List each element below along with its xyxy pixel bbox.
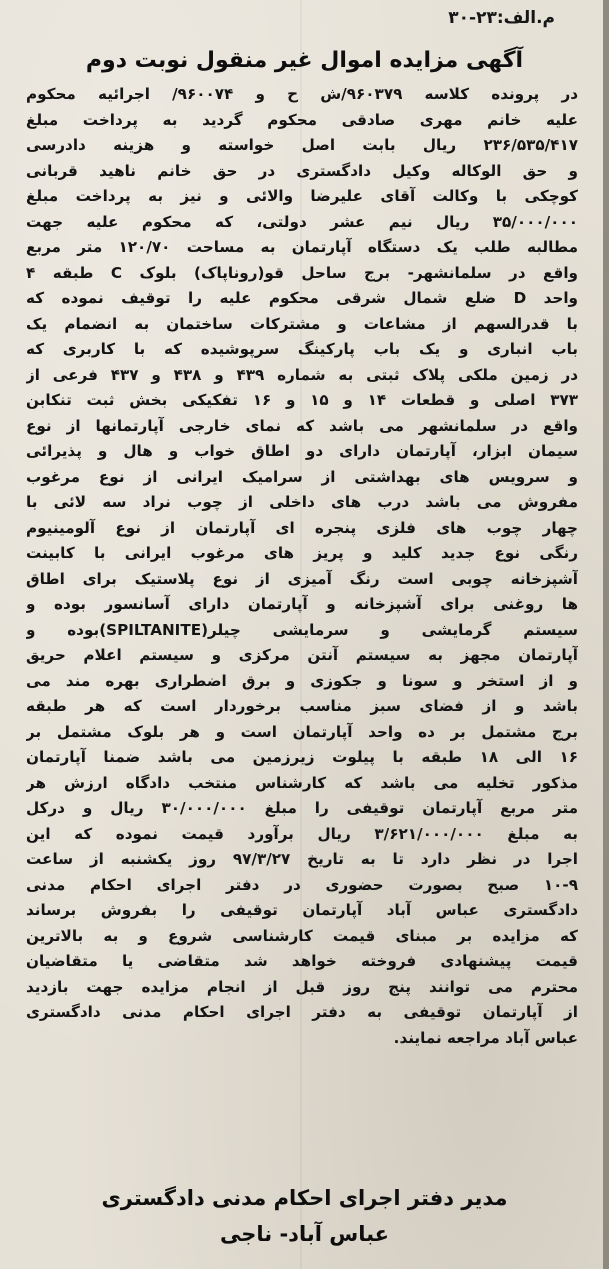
body-line: ها روغنی برای آشپزخانه و آپارتمان دارای آسانسور بوده و	[26, 595, 578, 613]
body-line: آپارتمان مجهز به سیستم آنتن مرکزی و سیستم اعلام حریق	[26, 646, 578, 664]
body-line: رنگی نوع جدید کلید و پریز های مرغوب ایرانی با کابینت	[26, 544, 578, 562]
body-line: مفروش می باشد درب های داخلی از چوب نراد سه لائی با	[26, 493, 578, 511]
notice-title: آگهی مزایده اموال غیر منقول نوبت دوم	[85, 48, 524, 73]
body-line: مطالبه طلب یک دستگاه آپارتمان به مساحت ۱۲۰/۷۰ متر مربع	[26, 238, 578, 256]
body-line: واحد D ضلع شمال شرقی محکوم علیه را توقیف نموده که	[26, 289, 578, 307]
body-line: باشد و از فضای سبز مناسب برخوردار است که هر طبقه	[26, 697, 578, 715]
body-line: و حق الوکاله وکیل دادگستری در حق خانم ناهید قربانی	[26, 161, 578, 180]
body-line: باب انباری و یک باب پارکینگ سرپوشیده که با کاربری که	[26, 340, 578, 358]
body-line: ۱۶ الی ۱۸ طبقه با پیلوت زیرزمین می باشد ضمنا آپارتمان	[26, 748, 578, 766]
body-line: و از استخر و سونا و جکوزی و برق اضطراری بهره مند می	[26, 671, 578, 690]
body-line: متر مربع آپارتمان توقیفی را مبلغ ۳۰/۰۰۰/۰۰۰ ریال و درکل	[26, 799, 578, 817]
body-line: با قدرالسهم از مشاعات و مشترکات ساختمان به انضمام یک	[26, 314, 578, 333]
body-line: ۳۷۳ اصلی و قطعات ۱۴ و ۱۵ و ۱۶ تفکیکی بخش ثبت تنکابن	[26, 391, 578, 409]
notice-body	[26, 82, 578, 1051]
body-line: ۳۵/۰۰۰/۰۰۰ ریال نیم عشر دولتی، که محکوم علیه جهت	[26, 212, 578, 231]
body-line: چهار چوب های فلزی پنجره ای آپارتمان از نوع آلومینیوم	[26, 518, 578, 537]
body-line: و سرویس های بهداشتی از سرامیک ایرانی از نوع مرغوب	[26, 467, 578, 486]
body-line: از آپارتمان توقیفی به دفتر اجرای احکام مدنی دادگستری	[26, 1003, 578, 1021]
body-line: ۲۳۶/۵۳۵/۴۱۷ ریال بابت اصل خواسته و هزینه دادرسی	[26, 136, 578, 154]
body-line: اجرا در نظر دارد تا به تاریخ ۹۷/۳/۲۷ روز یکشنبه از ساعت	[26, 850, 578, 868]
body-line: سیستم گرمایشی و سرمایشی چیلر(SPILTANITE)بوده و	[26, 620, 578, 639]
body-line: برج مشتمل بر ده واحد آپارتمان است و هر بلوک مشتمل بر	[26, 722, 578, 741]
body-line: کوچکی با وکالت آقای علیرضا والائی و نیز به پرداخت مبلغ	[26, 187, 578, 205]
signature-location-name: عباس آباد- ناجی	[219, 1222, 389, 1246]
body-line: به مبلغ ۳/۶۲۱/۰۰۰/۰۰۰ ریال برآورد قیمت نموده که این	[26, 824, 578, 843]
body-line: عباس آباد مراجعه نمایند.	[393, 1028, 578, 1047]
body-line: واقع در سلمانشهر- برج ساحل قو(روناپاک) بلوک C طبقه ۴	[26, 263, 578, 282]
body-line: دادگستری عباس آباد آپارتمان توقیفی را بفروش برساند	[26, 901, 578, 919]
body-line: آشپزخانه چوبی است رنگ آمیزی از نوع پلاستیک برای اطاق	[26, 569, 578, 588]
body-line: قیمت پیشنهادی فروخته خواهد شد متقاضی یا متقاضیان	[26, 952, 578, 970]
body-line: علیه خانم مهری صادقی محکوم گردید به پرداخت مبلغ	[26, 110, 578, 129]
reference-number: م.الف:۲۳-۳۰	[448, 8, 555, 28]
body-line: که مزایده بر مبنای قیمت کارشناسی شروع و به بالاترین	[26, 926, 578, 945]
body-line: واقع در سلمانشهر می باشد که نمای خارجی آپارتمانها از نوع	[26, 416, 578, 435]
body-line: ۱۰-۹ صبح بصورت حضوری در دفتر اجرای احکام مدنی	[26, 875, 578, 894]
body-line: در زمین ملکی پلاک ثبتی به شماره ۴۳۹ و ۴۳۸ و ۴۳۷ فرعی از	[26, 365, 578, 384]
signature-office: مدیر دفتر اجرای احکام مدنی دادگستری	[101, 1186, 508, 1210]
body-line: محترم می توانند پنج روز قبل از انجام مزایده جهت بازدید	[26, 977, 578, 996]
body-line: سیمان ابزار، آپارتمان دارای دو اطاق خواب و هال و پذیرائی	[26, 442, 578, 460]
body-line: در پرونده کلاسه ۹۶۰۳۷۹/ش ح و ۹۶۰۰۷۴/ اجرائیه محکوم	[26, 85, 578, 103]
body-line: مذکور تخلیه می باشد که کارشناس منتخب دادگاه ارزش هر	[26, 773, 578, 792]
signature-block	[0, 1180, 609, 1252]
